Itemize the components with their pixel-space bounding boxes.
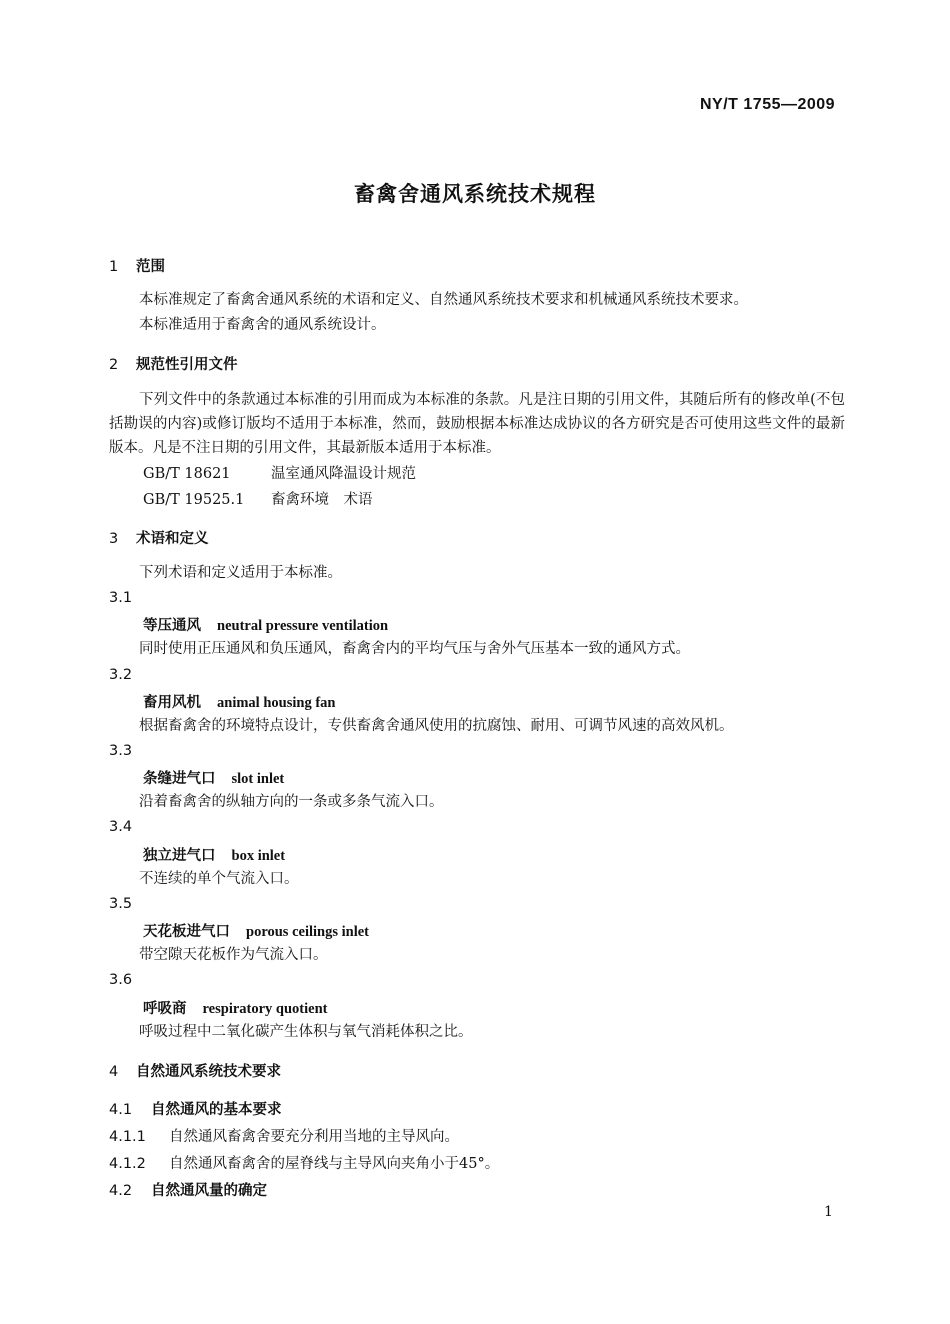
paragraph: 本标准适用于畜禽舍的通风系统设计。	[139, 317, 386, 333]
clause-item	[109, 1152, 499, 1173]
section-1-heading	[109, 255, 165, 276]
term-title	[143, 691, 335, 712]
term-en: slot inlet	[231, 771, 285, 787]
term-en: porous ceilings inlet	[246, 924, 369, 940]
term-definition: 不连续的单个气流入口。	[139, 871, 299, 887]
clause-text: 自然通风畜禽舍的屋脊线与主导风向夹角小于45°。	[169, 1156, 500, 1172]
term-zh: 天花板进气口	[143, 924, 230, 940]
section-4-heading	[109, 1060, 281, 1081]
subsection-4-2-heading	[109, 1179, 267, 1200]
clause-number: 4.1.1	[109, 1129, 146, 1145]
term-zh: 独立进气口	[143, 848, 216, 864]
term-zh: 呼吸商	[143, 1001, 187, 1017]
subsection-number: 4.1	[109, 1102, 133, 1118]
page-number: 1	[824, 1204, 833, 1220]
subsection-number: 4.2	[109, 1183, 133, 1199]
clause-number: 4.1.2	[109, 1156, 146, 1172]
term-en: neutral pressure ventilation	[217, 618, 389, 634]
section-number: 1	[109, 259, 119, 275]
subsection-title: 自然通风量的确定	[151, 1183, 267, 1199]
paragraph: 本标准规定了畜禽舍通风系统的术语和定义、自然通风系统技术要求和机械通风系统技术要求。	[139, 292, 748, 308]
term-title	[143, 844, 285, 865]
section-title: 范围	[136, 259, 165, 275]
term-title	[143, 614, 388, 635]
reference-name: 畜禽环境 术语	[271, 492, 373, 508]
term-number: 3.4	[109, 819, 133, 835]
term-number: 3.1	[109, 590, 133, 606]
term-number: 3.3	[109, 743, 133, 759]
term-title	[143, 920, 369, 941]
term-zh: 等压通风	[143, 618, 201, 634]
term-definition: 呼吸过程中二氧化碳产生体积与氧气消耗体积之比。	[139, 1024, 473, 1040]
section-title: 自然通风系统技术要求	[136, 1064, 281, 1080]
section-number: 3	[109, 531, 119, 547]
standard-number: NY/T 1755—2009	[700, 96, 836, 113]
section-number: 2	[109, 357, 119, 373]
term-zh: 畜用风机	[143, 695, 201, 711]
term-en: box inlet	[231, 848, 286, 864]
reference-item	[143, 462, 416, 483]
term-definition: 带空隙天花板作为气流入口。	[139, 947, 328, 963]
subsection-4-1-heading	[109, 1098, 282, 1119]
reference-code: GB/T 19525.1	[143, 492, 245, 508]
reference-item	[143, 488, 373, 509]
paragraph: 下列术语和定义适用于本标准。	[139, 565, 342, 581]
term-en: respiratory quotient	[202, 1001, 328, 1017]
page-title: 畜禽舍通风系统技术规程	[354, 182, 596, 206]
term-zh: 条缝进气口	[143, 771, 216, 787]
section-title: 术语和定义	[136, 531, 209, 547]
subsection-title: 自然通风的基本要求	[151, 1102, 282, 1118]
term-en: animal housing fan	[217, 695, 336, 711]
reference-name: 温室通风降温设计规范	[271, 466, 416, 482]
term-number: 3.6	[109, 972, 133, 988]
paragraph: 下列文件中的条款通过本标准的引用而成为本标准的条款。凡是注日期的引用文件，其随后所有的修改单(不包括勘误的内容)或修订版均不适用于本标准，然而，鼓励根据本标准达成协议的各方研究是否可使用这些文件的最新版本。凡是不注日期的引用文件，其最新版本适用于本标准。	[109, 392, 845, 456]
section-2-heading	[109, 353, 238, 374]
clause-item	[109, 1125, 459, 1146]
term-definition: 沿着畜禽舍的纵轴方向的一条或多条气流入口。	[139, 794, 444, 810]
term-definition: 同时使用正压通风和负压通风，畜禽舍内的平均气压与舍外气压基本一致的通风方式。	[139, 641, 690, 657]
term-definition: 根据畜禽舍的环境特点设计，专供畜禽舍通风使用的抗腐蚀、耐用、可调节风速的高效风机。	[139, 718, 734, 734]
section-number: 4	[109, 1064, 119, 1080]
section-title: 规范性引用文件	[136, 357, 238, 373]
section-3-heading	[109, 527, 209, 548]
reference-code: GB/T 18621	[143, 466, 231, 482]
term-number: 3.5	[109, 896, 133, 912]
term-title	[143, 767, 284, 788]
clause-text: 自然通风畜禽舍要充分利用当地的主导风向。	[169, 1129, 459, 1145]
term-title	[143, 997, 328, 1018]
term-number: 3.2	[109, 667, 133, 683]
